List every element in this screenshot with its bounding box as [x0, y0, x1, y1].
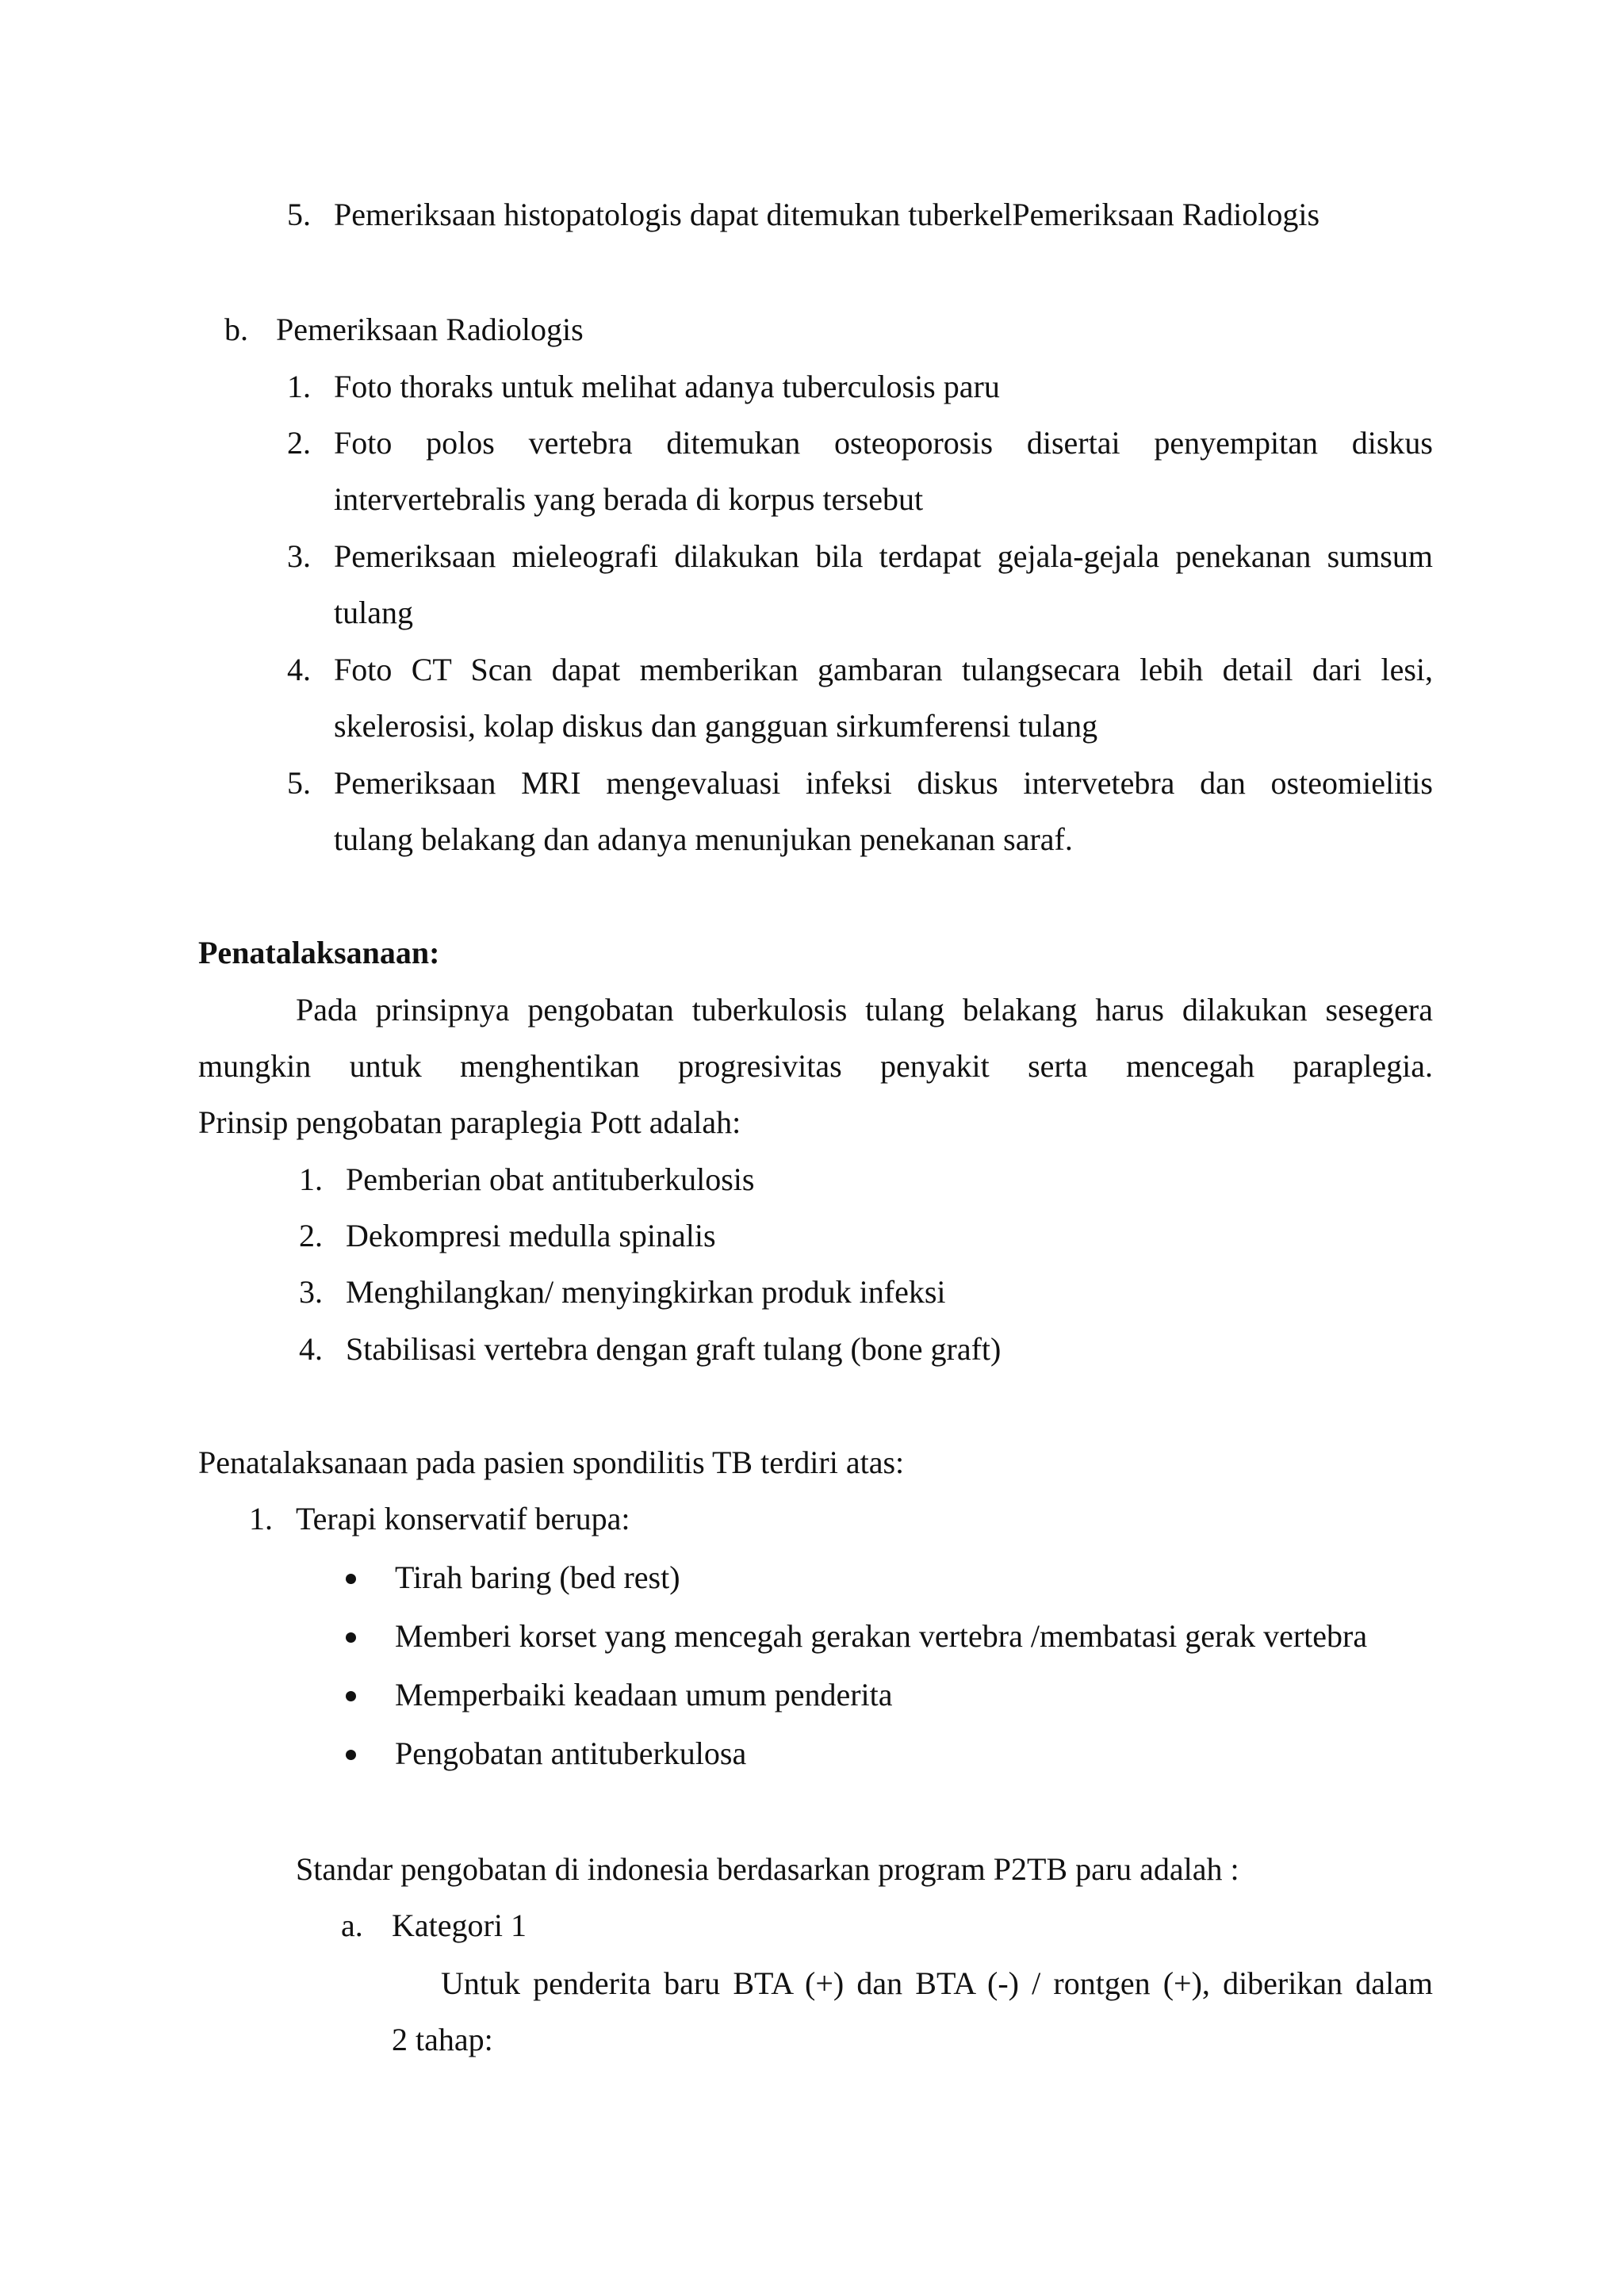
list-item-text: Pemeriksaan mieleografi dilakukan bila terdapat gejala-gejala penekanan sumsum [334, 538, 1433, 574]
bullet-item-text: Tirah baring (bed rest) [395, 1559, 680, 1595]
bullet-icon [346, 1691, 356, 1701]
bullet-icon [346, 1750, 356, 1760]
list-number: 2. [287, 425, 311, 461]
list-item-text: tulang belakang dan adanya menunjukan penekanan saraf. [334, 821, 1073, 857]
list-item-text: tulang [334, 595, 413, 630]
list-number: 1. [249, 1501, 273, 1536]
paragraph-line: Standar pengobatan di indonesia berdasarkan program P2TB paru adalah : [296, 1851, 1239, 1887]
list-item-text: Terapi konservatif berupa: [296, 1501, 630, 1536]
list-number: 1. [287, 369, 311, 404]
list-item-text: Menghilangkan/ menyingkirkan produk infeksi [346, 1274, 946, 1310]
list-number: 2. [299, 1218, 323, 1253]
paragraph-line: Penatalaksanaan pada pasien spondilitis TB terdiri atas: [198, 1445, 905, 1480]
list-number: 5. [287, 197, 311, 232]
list-item-text: skelerosisi, kolap diskus dan gangguan sirkumferensi tulang [334, 708, 1098, 744]
list-number: 1. [299, 1161, 323, 1197]
list-item-text: intervertebralis yang berada di korpus tersebut [334, 481, 924, 517]
list-item-text: Pemeriksaan MRI mengevaluasi infeksi diskus intervetebra dan osteomielitis [334, 765, 1433, 801]
list-number: 4. [287, 652, 311, 687]
list-item-text: Foto polos vertebra ditemukan osteoporosis disertai penyempitan diskus [334, 425, 1433, 461]
paragraph-line: 2 tahap: [392, 2022, 493, 2057]
subheading: Kategori 1 [392, 1908, 527, 1943]
paragraph-line: Prinsip pengobatan paraplegia Pott adalah: [198, 1104, 741, 1140]
section-marker: b. [224, 312, 248, 347]
list-item-text: Stabilisasi vertebra dengan graft tulang (bone graft) [346, 1331, 1002, 1367]
bullet-item-text: Pengobatan antituberkulosa [395, 1735, 747, 1771]
list-number: 5. [287, 765, 311, 801]
bullet-item-text: Memberi korset yang mencegah gerakan vertebra /membatasi gerak vertebra [395, 1618, 1368, 1654]
list-item-text: Foto CT Scan dapat memberikan gambaran tulangsecara lebih detail dari lesi, [334, 652, 1433, 687]
list-number: 4. [299, 1331, 323, 1367]
paragraph-line: Pada prinsipnya pengobatan tuberkulosis tulang belakang harus dilakukan sesegera [296, 992, 1433, 1027]
section-heading: Penatalaksanaan: [198, 935, 440, 970]
list-number: 3. [299, 1274, 323, 1310]
list-item-text: Pemeriksaan histopatologis dapat ditemukan tuberkelPemeriksaan Radiologis [334, 197, 1320, 232]
list-item-text: Pemberian obat antituberkulosis [346, 1161, 755, 1197]
list-marker: a. [341, 1908, 363, 1943]
list-item-text: Dekompresi medulla spinalis [346, 1218, 716, 1253]
paragraph-line: Untuk penderita baru BTA (+) dan BTA (-) / rontgen (+), diberikan dalam [441, 1965, 1433, 2001]
list-number: 3. [287, 538, 311, 574]
bullet-item-text: Memperbaiki keadaan umum penderita [395, 1677, 893, 1712]
section-heading: Pemeriksaan Radiologis [276, 312, 584, 347]
bullet-icon [346, 1632, 356, 1643]
bullet-icon [346, 1574, 356, 1584]
list-item-text: Foto thoraks untuk melihat adanya tuberculosis paru [334, 369, 1000, 404]
paragraph-line: mungkin untuk menghentikan progresivitas penyakit serta mencegah paraplegia. [198, 1048, 1433, 1084]
